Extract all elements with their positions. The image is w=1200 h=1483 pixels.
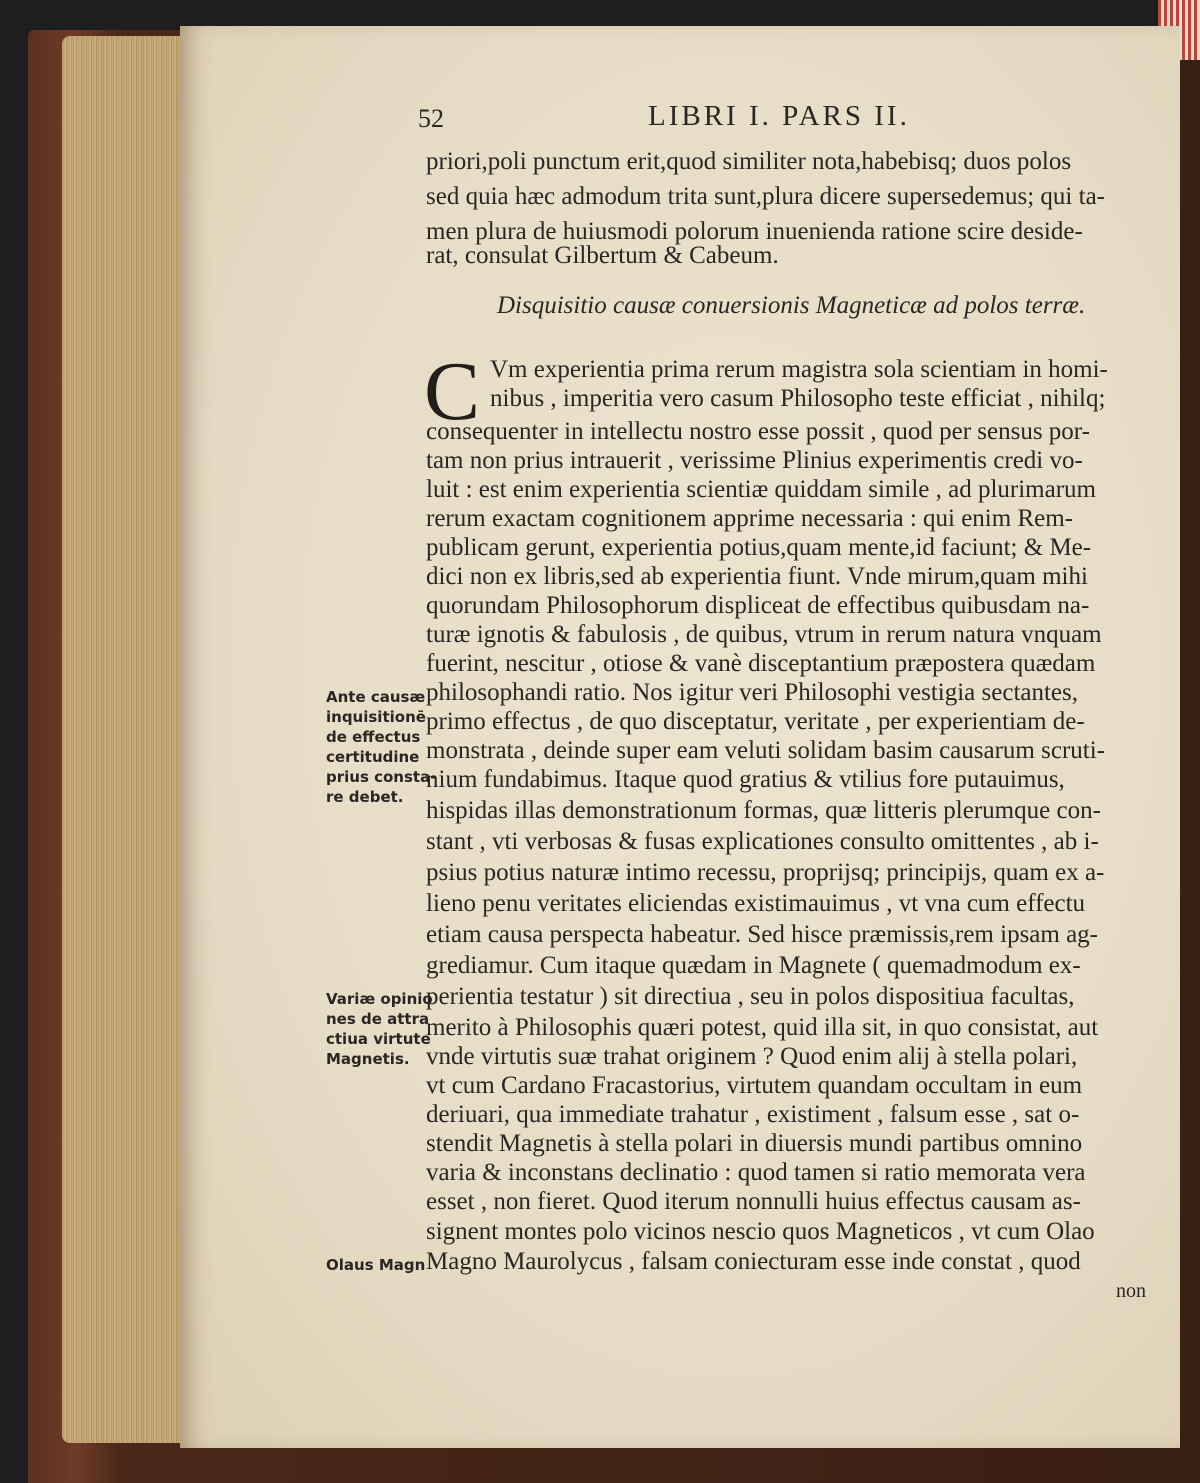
- text-line: primo effectus , de quo disceptatur, veritate , per experientiam de-: [426, 708, 1085, 735]
- text-line: nibus , imperitia vero casum Philosopho teste efficiat , nihilq;: [490, 385, 1106, 412]
- marginal-note-line: Olaus Magn: [326, 1256, 426, 1274]
- page-edges: [62, 36, 192, 1443]
- folio-number: 52: [418, 104, 444, 133]
- text-line: perientia testatur ) sit directiua , seu in polos dispositiua facultas,: [426, 983, 1075, 1010]
- marginal-note-line: certitudine: [326, 748, 420, 766]
- text-line: vnde virtutis suæ trahat originem ? Quod enim alij à stella polari,: [426, 1043, 1078, 1070]
- text-line: men plura de huiusmodi polorum inuenienda ratione scire deside-: [426, 218, 1083, 245]
- text-line: sed quia hæc admodum trita sunt,plura dicere supersedemus; qui ta-: [426, 183, 1105, 210]
- text-line: psius potius naturæ intimo recessu, proprijsq; principijs, quam ex a-: [426, 859, 1105, 886]
- text-line: stendit Magnetis à stella polari in diuersis mundi partibus omnino: [426, 1130, 1083, 1157]
- text-line: turæ ignotis & fabulosis , de quibus, vtrum in rerum natura vnquam: [426, 621, 1102, 648]
- text-line: esset , non fieret. Quod iterum nonnulli huius effectus causam as-: [426, 1188, 1081, 1215]
- text-line: tam non prius intrauerit , verissime Plinius experimentis credi vo-: [426, 447, 1083, 474]
- text-line: grediamur. Cum itaque quædam in Magnete ( quemadmodum ex-: [426, 952, 1081, 979]
- drop-cap-initial: C: [424, 345, 481, 438]
- text-line: fuerint, nescitur , otiose & vanè disceptantium præpostera quædam: [426, 650, 1096, 677]
- text-line: vt cum Cardano Fracastorius, virtutem quandam occultam in eum: [426, 1072, 1083, 1099]
- marginal-note-line: nes de attra: [326, 1010, 430, 1028]
- text-line: hispidas illas demonstrationum formas, quæ litteris plerumque con-: [426, 797, 1101, 824]
- text-line: lieno penu veritates eliciendas existimauimus , vt vna cum effectu: [426, 890, 1086, 917]
- text-line: signent montes polo vicinos nescio quos Magneticos , vt cum Olao: [426, 1218, 1095, 1245]
- marginal-note-line: Magnetis.: [326, 1050, 410, 1068]
- text-line: rat, consulat Gilbertum & Cabeum.: [426, 242, 779, 269]
- text-line: consequenter in intellectu nostro esse possit , quod per sensus por-: [426, 418, 1090, 445]
- text-line: stant , vti verbosas & fusas explicationes consulto omittentes , ab i-: [426, 828, 1099, 855]
- text-line: publicam gerunt, experientia potius,quam mente,id faciunt; & Me-: [426, 534, 1092, 561]
- text-line: rerum exactam cognitionem apprime necessaria : qui enim Rem-: [426, 505, 1073, 532]
- running-head: LIBRI I. PARS II.: [648, 100, 910, 132]
- marginal-note-line: inquisitionē: [326, 708, 426, 726]
- catchword: non: [1116, 1280, 1146, 1302]
- text-line: deriuari, qua immediate trahatur , existiment , falsum esse , sat o-: [426, 1101, 1080, 1128]
- text-line: merito à Philosophis quæri potest, quid illa sit, in quo consistat, aut: [426, 1014, 1099, 1041]
- text-line: luit : est enim experientia scientiæ quiddam simile , ad plurimarum: [426, 476, 1096, 503]
- text-line: varia & inconstans declinatio : quod tamen si ratio memorata vera: [426, 1159, 1086, 1186]
- marginal-note-line: Ante causæ: [326, 688, 426, 706]
- marginal-note-line: re debet.: [326, 788, 404, 806]
- text-line: dici non ex libris,sed ab experientia fiunt. Vnde mirum,quam mihi: [426, 563, 1088, 590]
- text-line: monstrata , deinde super eam veluti solidam basim causarum scruti-: [426, 737, 1105, 764]
- marginal-note-line: prius consta-: [326, 768, 437, 786]
- text-line: Vm experientia prima rerum magistra sola scientiam in homi-: [490, 356, 1108, 383]
- text-line: nium fundabimus. Itaque quod gratius & vtilius fore putauimus,: [426, 766, 1065, 793]
- marginal-note-line: de effectus: [326, 728, 421, 746]
- text-line: priori,poli punctum erit,quod similiter nota,habebisq; duos polos: [426, 148, 1072, 175]
- section-heading: Disquisitio causæ conuersionis Magneticæ ad polos terræ.: [497, 292, 1086, 319]
- text-line: etiam causa perspecta habeatur. Sed hisce præmissis,rem ipsam ag-: [426, 921, 1099, 948]
- marginal-note-line: ctiua virtute: [326, 1030, 431, 1048]
- text-line: quorundam Philosophorum displiceat de effectibus quibusdam na-: [426, 592, 1090, 619]
- text-line: Magno Maurolycus , falsam coniecturam esse inde constat , quod: [426, 1248, 1081, 1275]
- text-line: philosophandi ratio. Nos igitur veri Philosophi vestigia sectantes,: [426, 679, 1079, 706]
- marginal-note-line: Variæ opinio: [326, 990, 433, 1008]
